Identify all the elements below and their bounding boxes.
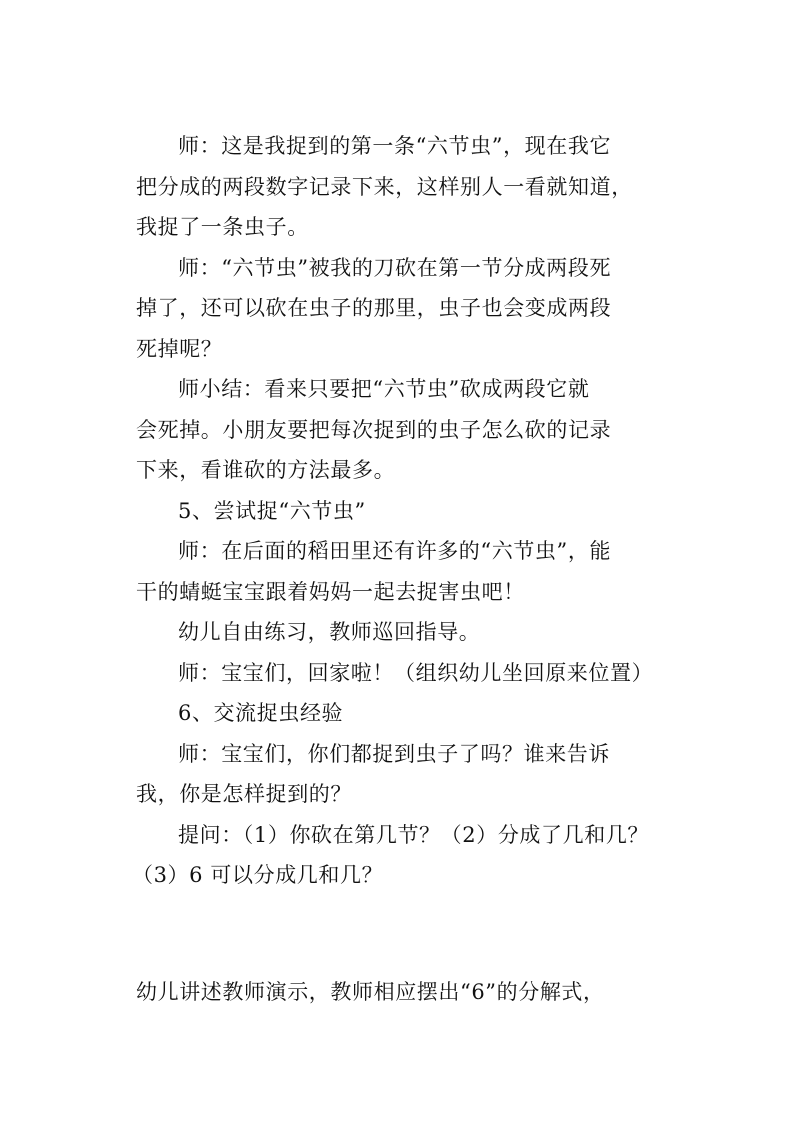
paragraph-1 xyxy=(136,126,666,248)
text-line: 我捉了一条虫子。 xyxy=(136,215,309,239)
text-line: 师：宝宝们，你们都捉到虫子了吗？谁来告诉 xyxy=(178,741,610,766)
text-line: （3）6 可以分成几和几？ xyxy=(132,863,384,887)
text-line: 师：这是我捉到的第一条“六节虫”，现在我它 xyxy=(178,134,612,158)
text-line: 师：在后面的稻田里还有许多的“六节虫”，能 xyxy=(178,539,612,563)
paragraph-5 xyxy=(136,531,666,612)
text-line: 把分成的两段数字记录下来，这样别人一看就知道， xyxy=(136,174,633,199)
tail-paragraph: 幼儿讲述教师演示，教师相应摆出“6”的分解式， xyxy=(136,980,605,1004)
text-line: 我，你是怎样捉到的？ xyxy=(136,782,352,806)
document-body xyxy=(132,126,666,896)
paragraph-6 xyxy=(136,612,666,653)
paragraph-2 xyxy=(136,248,666,370)
text-line: 6、交流捉虫经验 xyxy=(178,701,344,725)
text-line: 幼儿自由练习，教师巡回指导。 xyxy=(178,620,481,644)
text-line: 师：宝宝们，回家啦！（组织幼儿坐回原来位置） xyxy=(178,660,654,685)
paragraph-3 xyxy=(136,369,666,491)
text-line: 师：“六节虫”被我的刀砍在第一节分成两段死 xyxy=(178,255,612,280)
paragraph-10 xyxy=(132,815,666,896)
text-line: 死掉呢？ xyxy=(136,336,223,361)
text-line: 师小结：看来只要把“六节虫”砍成两段它就 xyxy=(178,377,590,401)
paragraph-9 xyxy=(136,734,666,815)
text-line: 5、尝试捉“六节虫” xyxy=(178,498,366,523)
section-heading-6 xyxy=(136,693,666,734)
section-heading-5 xyxy=(136,491,666,532)
text-line: 掉了，还可以砍在虫子的那里，虫子也会变成两段 xyxy=(136,296,612,320)
text-line: 干的蜻蜓宝宝跟着妈妈一起去捉害虫吧！ xyxy=(136,579,525,604)
text-line: 会死掉。小朋友要把每次捉到的虫子怎么砍的记录 xyxy=(136,417,612,442)
text-line: 下来，看谁砍的方法最多。 xyxy=(136,458,396,482)
paragraph-7 xyxy=(136,653,666,694)
text-line: 提问：（1）你砍在第几节？（2）分成了几和几？ xyxy=(178,822,650,847)
